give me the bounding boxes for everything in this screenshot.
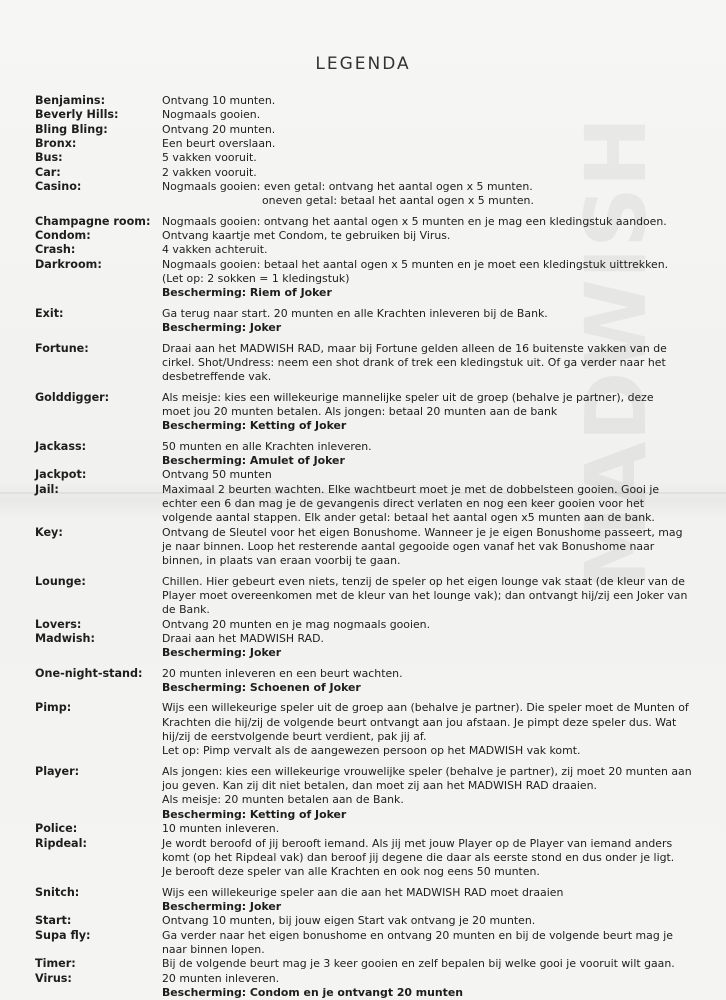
legend-term: Bronx:	[35, 137, 77, 151]
legend-description	[162, 166, 685, 180]
legend-description	[162, 94, 685, 108]
legend-entry	[35, 957, 685, 971]
description-line: Bij de volgende beurt mag je 3 keer gooien en zelf bepalen bij welke gooi je vooruit wilt gaan.	[162, 957, 675, 971]
legend-term: Timer:	[35, 957, 76, 971]
legend-term: Madwish:	[35, 632, 95, 646]
description-line: Ontvang de Sleutel voor het eigen Bonushome. Wanneer je je eigen Bonushome passeert, mag	[162, 525, 683, 539]
protection-line: Bescherming: Ketting of Joker	[162, 807, 347, 821]
legend-entry	[35, 94, 685, 108]
description-line: Let op: Pimp vervalt als de aangewezen persoon op het MADWISH vak komt.	[162, 744, 581, 758]
legend-term: Jail:	[35, 482, 59, 496]
description-line: Ga terug naar start. 20 munten en alle Krachten inleveren bij de Bank.	[162, 306, 548, 320]
legend-entry	[35, 632, 685, 661]
legend-description	[162, 632, 685, 661]
legend-description	[162, 667, 685, 696]
legend-term: Car:	[35, 165, 61, 179]
legend-entry	[35, 151, 685, 165]
description-line: Ga verder naar het eigen bonushome en ontvang 20 munten en bij de volgende beurt mag je	[162, 928, 673, 942]
legend-term: Police:	[35, 822, 78, 836]
legend-entry	[35, 667, 685, 696]
legend-description	[162, 243, 685, 257]
description-line: Als meisje: kies een willekeurige mannelijke speler uit de groep (behalve je partner), deze	[162, 390, 654, 404]
description-line: 50 munten en alle Krachten inleveren.	[162, 439, 372, 453]
legend-description	[162, 468, 685, 482]
legend-entry	[35, 166, 685, 180]
legend-entry	[35, 243, 685, 257]
legend-term: Fortune:	[35, 341, 89, 355]
legend-description	[162, 914, 685, 928]
description-line: komt (op het Ripdeal vak) dan beroof jij degene die daar als eerste stond en dus onder je ligt.	[162, 850, 675, 864]
description-line: binnen, in plaats van eraan voorbij te gaan.	[162, 554, 401, 568]
description-line: Nogmaals gooien: ontvang het aantal ogen x 5 munten en je mag een kledingstuk aandoen.	[162, 214, 667, 228]
legend-entry	[35, 391, 685, 434]
description-line: Nogmaals gooien: even getal: ontvang het aantal ogen x 5 munten.	[162, 180, 533, 194]
legend-entry	[35, 123, 685, 137]
legend-description	[162, 108, 685, 122]
page-title: LEGENDA	[315, 54, 411, 74]
legend-description	[162, 215, 685, 229]
legend-term: Pimp:	[35, 701, 72, 715]
description-line: jou geven. Kan zij dit niet betalen, dan moet zij aan het MADWISH RAD draaien.	[162, 779, 597, 793]
legend-description	[162, 137, 685, 151]
legend-entry	[35, 229, 685, 243]
protection-line: Bescherming: Condom en je ontvangt 20 munten	[162, 985, 463, 999]
protection-line: Bescherming: Ketting of Joker	[162, 419, 347, 433]
description-line: Maximaal 2 beurten wachten. Elke wachtbeurt moet je met de dobbelsteen gooien. Gooi je	[162, 482, 660, 496]
legend-term: Ripdeal:	[35, 836, 87, 850]
legend-description	[162, 618, 685, 632]
legend-description	[162, 440, 685, 469]
description-line: Player moet overeenkomen met de kleur van het lounge vak); dan ontvangt hij/zij een Joker van	[162, 589, 688, 602]
legend-term: Darkroom:	[35, 257, 102, 271]
legend-description	[162, 307, 685, 336]
description-line: 5 vakken vooruit.	[162, 151, 257, 165]
legend-term: Benjamins:	[35, 94, 106, 107]
protection-line: Bescherming: Schoenen of Joker	[162, 681, 361, 695]
legend-description	[162, 258, 685, 301]
legend-entry	[35, 526, 685, 569]
protection-line: Bescherming: Joker	[162, 899, 282, 913]
description-line: Ontvang 50 munten	[162, 468, 272, 482]
legend-description	[162, 822, 685, 836]
description-line-continued: oneven getal: betaal het aantal ogen x 5 munten.	[262, 194, 534, 208]
legend-description	[162, 701, 689, 758]
legend-description	[162, 575, 687, 618]
description-line: 2 vakken vooruit.	[162, 165, 257, 179]
legend-description	[162, 180, 685, 209]
legend-entry	[35, 108, 685, 122]
legend-description	[162, 391, 685, 434]
legend-description	[162, 957, 685, 971]
legend-entry	[35, 764, 692, 822]
legend-term: Casino:	[35, 180, 82, 194]
legend-term: Condom:	[35, 229, 91, 243]
legend-term: Snitch:	[35, 885, 80, 899]
legend-entry	[35, 215, 685, 229]
watermark-text: MADWISH	[567, 116, 665, 590]
protection-line: Bescherming: Riem of Joker	[162, 286, 332, 300]
description-line: 10 munten inleveren.	[162, 822, 280, 836]
legend-term: Virus:	[35, 971, 72, 985]
legend-description	[162, 123, 685, 137]
description-line: Chillen. Hier gebeurt even niets, tenzij de speler op het eigen lounge vak staat (de kleur van de	[162, 574, 685, 588]
description-line: Je berooft deze speler van alle Krachten en ook nog eens 50 munten.	[162, 865, 540, 879]
description-line: Ontvang kaartje met Condom, te gebruiken bij Virus.	[162, 229, 451, 243]
description-line: Je wordt beroofd of jij berooft iemand. Als jij met jouw Player op de Player van iemand anders	[162, 836, 673, 850]
legend-entry	[35, 929, 685, 958]
legend-description	[162, 526, 685, 569]
description-line: je naar binnen. Loop het resterende aantal gegooide ogen vanaf het vak Bonushome naar	[162, 539, 655, 553]
description-line: Wijs een willekeurige speler aan die aan het MADWISH RAD moet draaien	[162, 885, 564, 899]
legend-entry	[35, 701, 689, 758]
protection-line: Bescherming: Amulet of Joker	[162, 453, 345, 467]
description-line: Een beurt overslaan.	[162, 137, 276, 151]
legend-term: Lovers:	[35, 617, 82, 631]
description-line: Nogmaals gooien: betaal het aantal ogen x 5 munten en je moet een kledingstuk uittrekken.	[162, 257, 669, 271]
description-line: Als jongen: kies een willekeurige vrouwelijke speler (behalve je partner), zij moet 20 munten aan	[162, 764, 692, 778]
description-line: Ontvang 10 munten.	[162, 94, 276, 107]
legend-term: Bus:	[35, 151, 63, 165]
description-line: naar binnen lopen.	[162, 942, 265, 956]
description-line: Nogmaals gooien.	[162, 108, 261, 122]
legend-entry	[35, 483, 685, 526]
legend-description	[162, 972, 685, 1000]
legend-entry	[35, 618, 685, 632]
description-line: echter een 6 dan mag je de gevangenis direct verlaten en nog een keer gooien voor het	[162, 496, 645, 510]
description-line: Ontvang 10 munten, bij jouw eigen Start vak ontvang je 20 munten.	[162, 914, 536, 928]
legend-term: Crash:	[35, 243, 76, 257]
description-line: Als meisje: 20 munten betalen aan de Bank.	[162, 793, 404, 807]
description-line: Draai aan het MADWISH RAD, maar bij Fortune gelden alleen de 16 buitenste vakken van de	[162, 341, 667, 355]
legend-description	[162, 837, 685, 880]
legend-term: Start:	[35, 914, 72, 928]
description-line: 20 munten inleveren en een beurt wachten.	[162, 666, 403, 680]
legend-term: Bling Bling:	[35, 122, 108, 136]
description-line: hij/zij de eerstvolgende beurt verdient, pak jij af.	[162, 730, 427, 744]
legend-entry	[35, 822, 685, 836]
legend-description	[162, 765, 692, 822]
protection-line: Bescherming: Joker	[162, 321, 282, 335]
description-line: Wijs een willekeurige speler uit de groep aan (behalve je partner). Die speler moet de Munten of	[162, 701, 689, 715]
legend-entry	[35, 258, 685, 301]
legend-term: Jackass:	[35, 439, 87, 453]
legend-entry	[35, 574, 688, 618]
legend-term: Key:	[35, 525, 63, 539]
legend-description	[162, 151, 685, 165]
description-line: de Bank.	[162, 603, 210, 617]
description-line: Draai aan het MADWISH RAD.	[162, 632, 324, 646]
legend-description	[162, 483, 685, 526]
legend-entry	[35, 914, 685, 928]
legend-entry	[35, 137, 685, 151]
legend-term: Beverly Hills:	[35, 108, 119, 122]
legend-entry	[35, 468, 685, 482]
legend-description	[162, 342, 685, 385]
description-line: Krachten die hij/zij de volgende beurt ontvangt aan jou afstaan. Je pimpt deze speler dus. Wat	[162, 715, 677, 729]
description-line: 4 vakken achteruit.	[162, 243, 268, 257]
description-line: Ontvang 20 munten en je mag nogmaals gooien.	[162, 617, 431, 631]
legend-entry	[35, 886, 685, 915]
description-line: Ontvang 20 munten.	[162, 122, 276, 136]
legend-description	[162, 929, 685, 958]
protection-line: Bescherming: Joker	[162, 646, 282, 660]
legend-entry	[35, 342, 685, 385]
description-line: desbetreffende vak.	[162, 370, 272, 384]
legend-entry	[35, 440, 685, 469]
legend-description	[162, 886, 685, 915]
legend-term: Golddigger:	[35, 390, 110, 404]
legend-description	[162, 229, 685, 243]
description-line: volgende aantal stappen. Elk ander getal: betaal het aantal ogen x5 munten aan de bank.	[162, 511, 655, 525]
legend-term: Player:	[35, 764, 80, 778]
legend-term: Champagne room:	[35, 214, 151, 228]
legend-term: One-night-stand:	[35, 666, 143, 680]
description-line: cirkel. Shot/Undress: neem een shot drank of trek een kledingstuk uit. Of ga verder naar het	[162, 355, 666, 369]
description-line: 20 munten inleveren.	[162, 971, 280, 985]
legend-term: Supa fly:	[35, 928, 91, 942]
legend-entry	[35, 180, 685, 209]
legend-entry	[35, 972, 685, 1000]
legend-entry	[35, 307, 685, 336]
description-line: moet jou 20 munten betalen. Als jongen: betaal 20 munten aan de bank	[162, 404, 558, 418]
legend-term: Lounge:	[35, 574, 86, 588]
legend-entry	[35, 837, 685, 880]
description-line: (Let op: 2 sokken = 1 kledingstuk)	[162, 272, 350, 286]
legend-term: Jackpot:	[35, 468, 87, 482]
legend-list	[35, 94, 692, 1000]
legend-term: Exit:	[35, 306, 64, 320]
